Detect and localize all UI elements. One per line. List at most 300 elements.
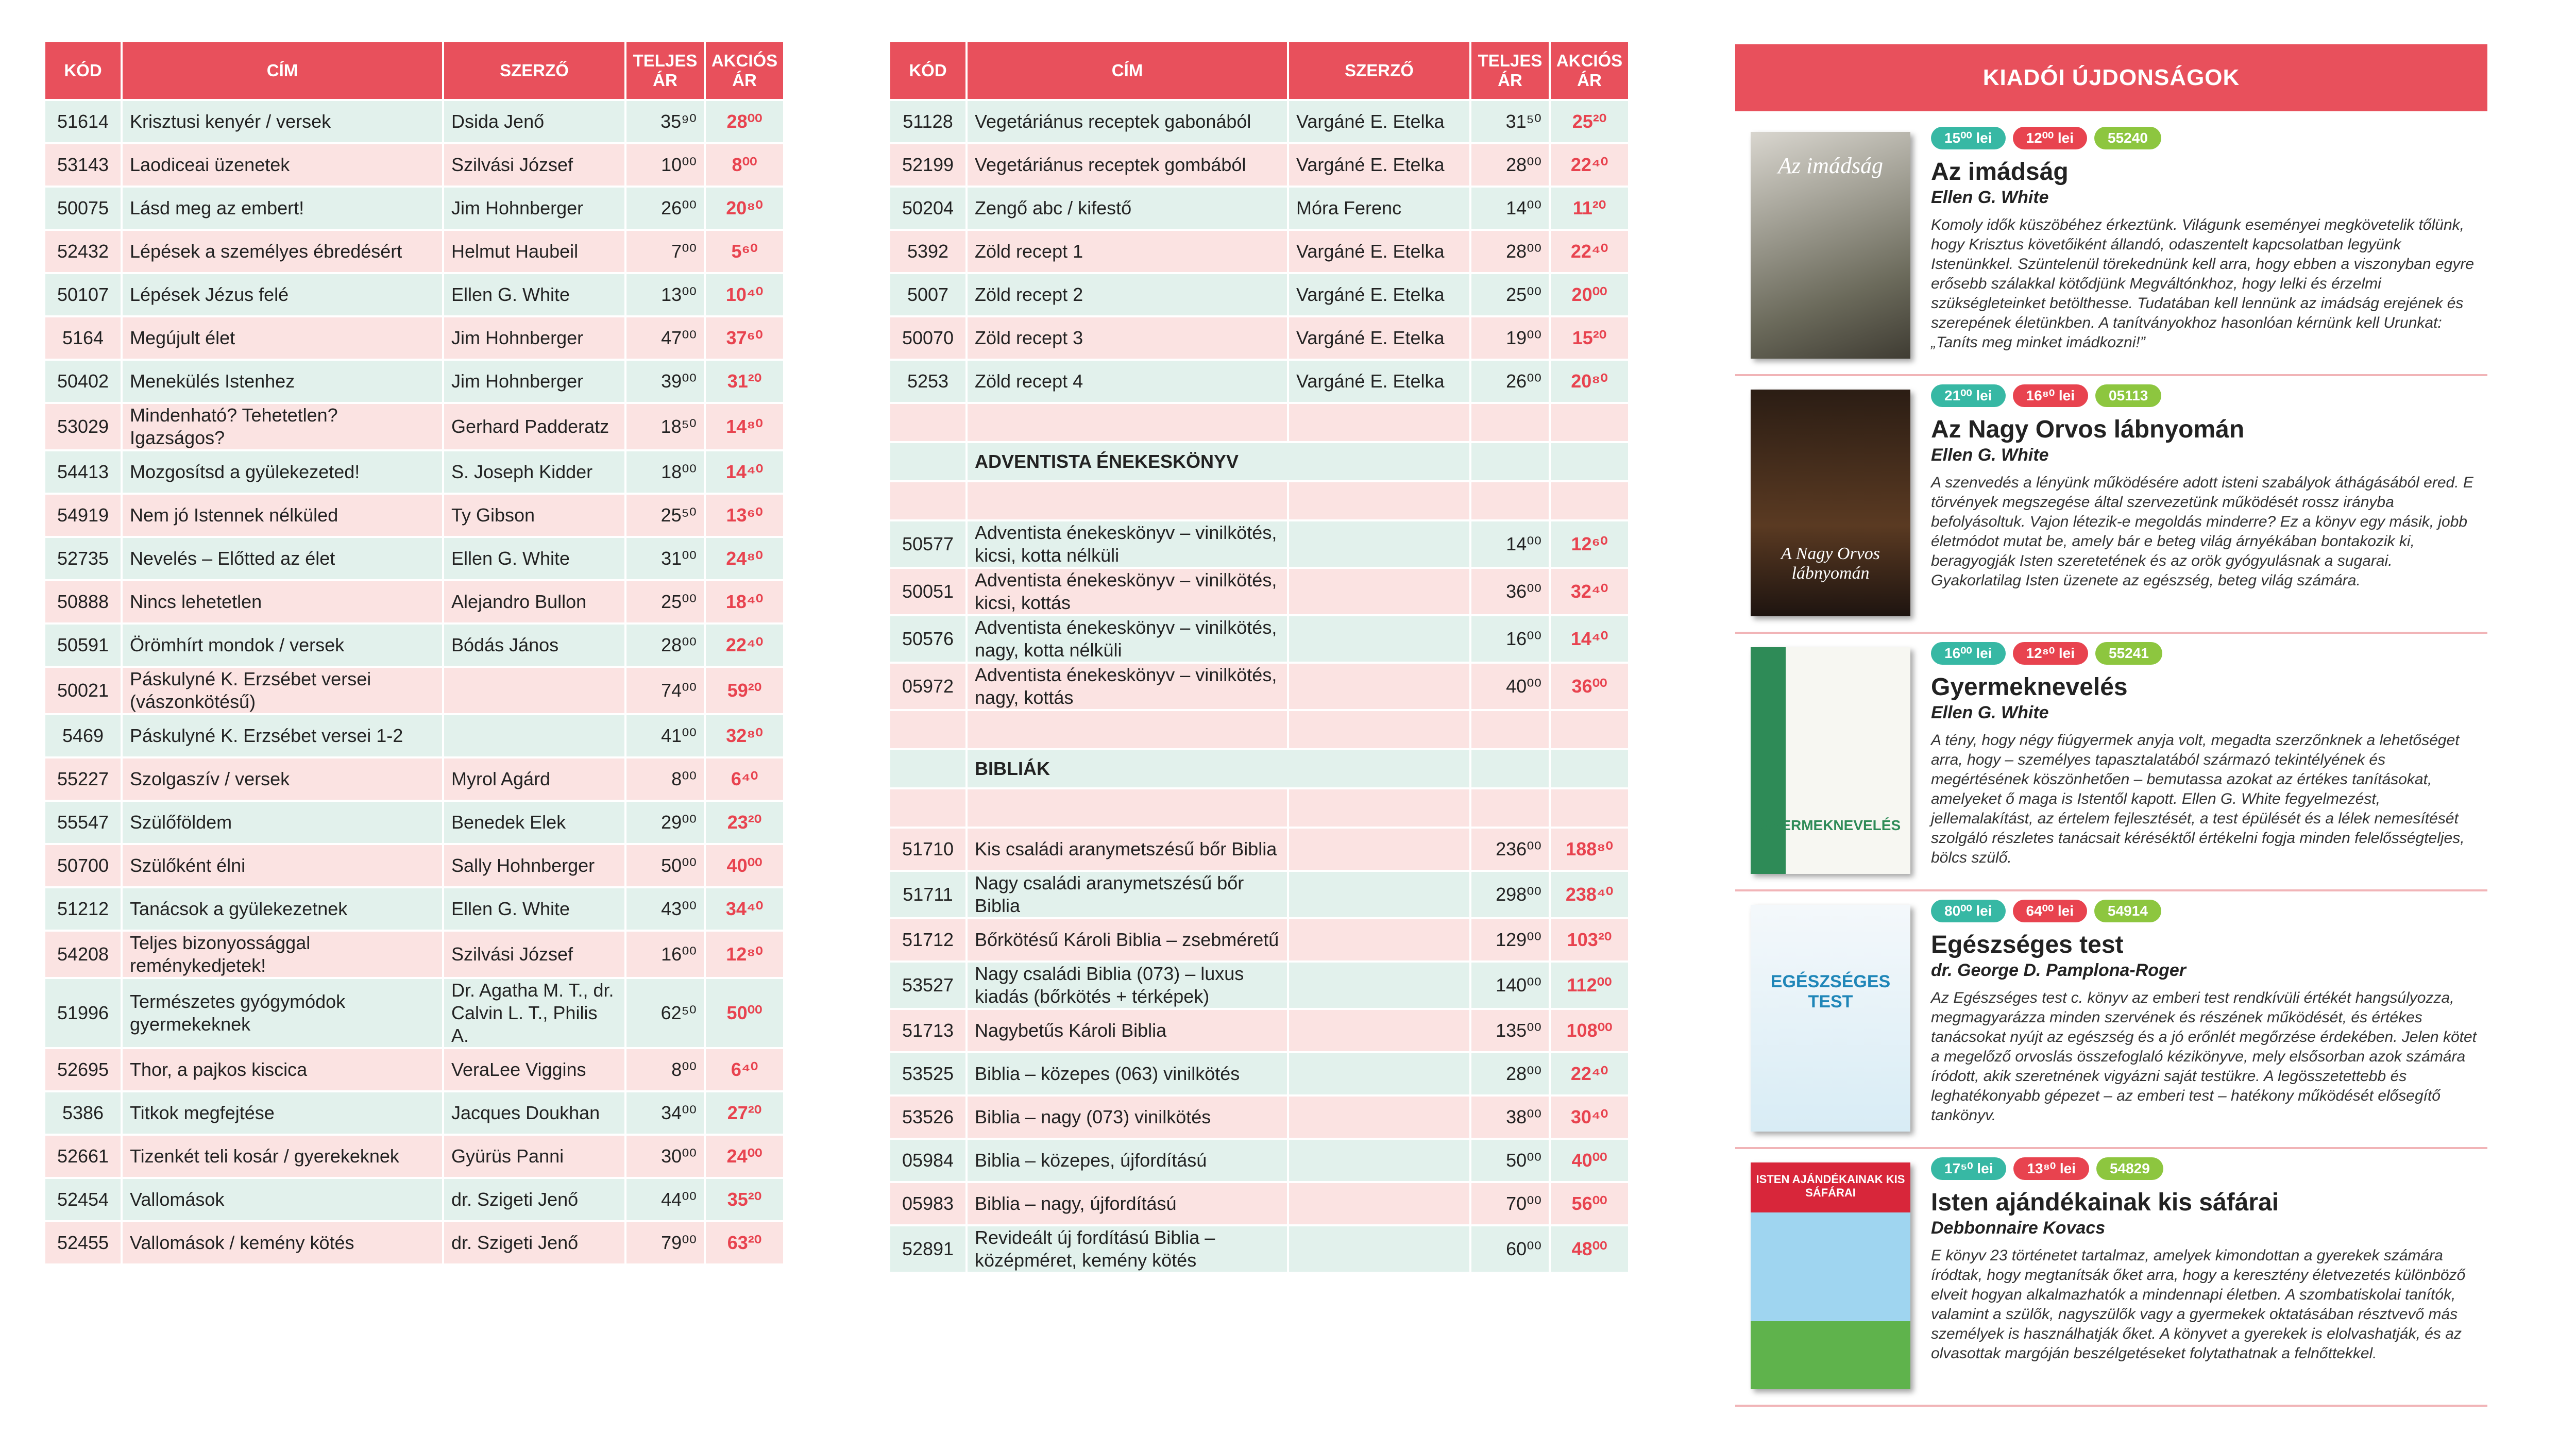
blank-row	[890, 482, 1628, 519]
table-row	[890, 919, 1628, 960]
book-description: Az Egészséges test c. könyv az emberi test rendkívüli értékét hangsúlyozza, megmagyarázza minden szervének és részének működését, és értékes tanácsokat nyújt az egészség és a jó erőnlét megőrzése érdekében. Jelen kötet a megelőző orvoslás összefoglaló kézikönyve, mely elsősorban azok számára íródott, akik szeretnének vigyázni saját testükre. A legösszetettebb és leghatékonyabb gépezet – az emberi test – hatékony működését elősegítő tankönyv.	[1931, 989, 2477, 1124]
author-cell	[1289, 1053, 1469, 1094]
book-title: Az Nagy Orvos lábnyomán	[1931, 416, 2245, 443]
book-author: Ellen G. White	[1931, 445, 2049, 465]
title-cell: Tanácsok a gyülekezetnek	[123, 888, 442, 930]
code-cell: 50051	[890, 569, 965, 614]
code-cell: 51712	[890, 919, 965, 960]
table-row	[45, 715, 783, 756]
action-price-cell: 11²⁰	[1551, 188, 1628, 229]
title-cell: Zöld recept 1	[968, 231, 1287, 272]
action-price-cell: 27²⁰	[706, 1092, 783, 1134]
section-code-cell	[890, 443, 965, 480]
full-price-cell: 10⁰⁰	[626, 144, 704, 186]
action-price-cell: 35²⁰	[706, 1179, 783, 1220]
table-row	[890, 144, 1628, 186]
code-cell: 05983	[890, 1183, 965, 1224]
code-cell: 51711	[890, 872, 965, 917]
full-price-cell: 36⁰⁰	[1471, 569, 1549, 614]
code-cell: 5392	[890, 231, 965, 272]
table-row	[45, 361, 783, 402]
full-price-cell: 18⁰⁰	[626, 451, 704, 493]
title-cell: Zöld recept 4	[968, 361, 1287, 402]
full-price-cell: 79⁰⁰	[626, 1222, 704, 1263]
action-price-cell: 48⁰⁰	[1551, 1226, 1628, 1272]
title-cell: Páskulyné K. Erzsébet versei 1-2	[123, 715, 442, 756]
action-price-cell: 56⁰⁰	[1551, 1183, 1628, 1224]
action-price-cell: 14⁸⁰	[706, 404, 783, 449]
code-cell: 50021	[45, 668, 121, 713]
full-price-cell: 70⁰⁰	[1471, 1183, 1549, 1224]
action-price-cell: 108⁰⁰	[1551, 1010, 1628, 1051]
code-cell: 5007	[890, 274, 965, 315]
full-price-cell: 8⁰⁰	[626, 758, 704, 800]
table-row	[45, 1049, 783, 1090]
action-price-cell: 34⁴⁰	[706, 888, 783, 930]
title-cell: Lépések a személyes ébredésért	[123, 231, 442, 272]
action-price-cell: 25²⁰	[1551, 101, 1628, 142]
table-row	[45, 404, 783, 449]
table-row	[890, 1140, 1628, 1181]
header-action-price: AKCIÓS ÁR	[706, 42, 783, 99]
code-cell: 51996	[45, 979, 121, 1047]
action-price-cell: 24⁸⁰	[706, 538, 783, 579]
price-table-1	[43, 40, 785, 1266]
code-cell: 50591	[45, 625, 121, 666]
section-code-cell	[890, 750, 965, 787]
author-cell: Ellen G. White	[444, 274, 624, 315]
book-full-price: 80⁰⁰ lei	[1931, 900, 2006, 922]
action-price-cell: 238⁴⁰	[1551, 872, 1628, 917]
section-title: BIBLIÁK	[968, 750, 1469, 787]
table-row	[890, 1226, 1628, 1272]
book-badges	[1931, 127, 2168, 153]
title-cell: Zöld recept 2	[968, 274, 1287, 315]
action-price-cell: 22⁴⁰	[1551, 144, 1628, 186]
full-price-cell: 26⁰⁰	[626, 188, 704, 229]
code-cell: 50070	[890, 317, 965, 359]
title-cell: Laodiceai üzenetek	[123, 144, 442, 186]
author-cell: dr. Szigeti Jenő	[444, 1222, 624, 1263]
book-cover-title: GYERMEKNEVELÉS	[1760, 817, 1901, 833]
action-price-cell: 63²⁰	[706, 1222, 783, 1263]
action-price-cell: 22⁴⁰	[706, 625, 783, 666]
action-price-cell: 31²⁰	[706, 361, 783, 402]
book-badges	[1931, 1157, 2171, 1183]
title-cell: Szülőként élni	[123, 845, 442, 886]
table-header-row	[45, 42, 783, 99]
title-cell: Titkok megfejtése	[123, 1092, 442, 1134]
header-author: SZERZŐ	[1289, 42, 1469, 99]
section-title: ADVENTISTA ÉNEKESKÖNYV	[968, 443, 1469, 480]
price-table-1-wrap	[43, 40, 785, 1266]
author-cell	[1289, 1010, 1469, 1051]
author-cell: Vargáné E. Etelka	[1289, 144, 1469, 186]
full-price-cell: 40⁰⁰	[1471, 664, 1549, 709]
action-price-cell: 14⁴⁰	[1551, 616, 1628, 662]
full-price-cell: 43⁰⁰	[626, 888, 704, 930]
book-cover-title: ISTEN AJÁNDÉKAINAK KIS SÁFÁRAI	[1756, 1173, 1905, 1199]
header-title: CÍM	[968, 42, 1287, 99]
book-action-price: 64⁰⁰ lei	[2013, 900, 2088, 922]
code-cell: 51212	[45, 888, 121, 930]
author-cell	[1289, 829, 1469, 870]
book-title: Az imádság	[1931, 158, 2069, 186]
blank-row	[890, 789, 1628, 827]
code-cell: 53526	[890, 1097, 965, 1138]
section-price-cell	[1471, 750, 1549, 787]
action-price-cell: 15²⁰	[1551, 317, 1628, 359]
new-book-item	[1735, 900, 2487, 1149]
book-author: Ellen G. White	[1931, 703, 2049, 722]
action-price-cell: 10⁴⁰	[706, 274, 783, 315]
author-cell: Jacques Doukhan	[444, 1092, 624, 1134]
blank-cell	[968, 711, 1287, 748]
code-cell: 5386	[45, 1092, 121, 1134]
code-cell: 52695	[45, 1049, 121, 1090]
action-price-cell: 28⁰⁰	[706, 101, 783, 142]
full-price-cell: 44⁰⁰	[626, 1179, 704, 1220]
book-code: 55241	[2095, 642, 2162, 665]
book-cover-title: EGÉSZSÉGES TEST	[1770, 972, 1891, 1011]
full-price-cell: 38⁰⁰	[1471, 1097, 1549, 1138]
book-code: 54914	[2094, 900, 2161, 922]
blank-cell	[1551, 404, 1628, 441]
title-cell: Nevelés – Előtted az élet	[123, 538, 442, 579]
title-cell: Bőrkötésű Károli Biblia – zsebméretű	[968, 919, 1287, 960]
code-cell: 50107	[45, 274, 121, 315]
code-cell: 5253	[890, 361, 965, 402]
author-cell: Ty Gibson	[444, 495, 624, 536]
book-code: 54829	[2096, 1157, 2163, 1180]
author-cell	[1289, 521, 1469, 567]
author-cell: Myrol Agárd	[444, 758, 624, 800]
title-cell: Krisztusi kenyér / versek	[123, 101, 442, 142]
book-action-price: 16⁸⁰ lei	[2013, 384, 2089, 407]
table-row	[45, 188, 783, 229]
action-price-cell: 20⁰⁰	[1551, 274, 1628, 315]
title-cell: Vallomások / kemény kötés	[123, 1222, 442, 1263]
code-cell: 55547	[45, 802, 121, 843]
author-cell	[1289, 872, 1469, 917]
action-price-cell: 20⁸⁰	[1551, 361, 1628, 402]
book-cover	[1751, 1162, 1910, 1389]
full-price-cell: 298⁰⁰	[1471, 872, 1549, 917]
action-price-cell: 22⁴⁰	[1551, 1053, 1628, 1094]
section-price-cell	[1471, 443, 1549, 480]
author-cell	[1289, 1226, 1469, 1272]
author-cell: Jim Hohnberger	[444, 188, 624, 229]
author-cell	[1289, 1097, 1469, 1138]
title-cell: Vegetáriánus receptek gombából	[968, 144, 1287, 186]
action-price-cell: 188⁸⁰	[1551, 829, 1628, 870]
code-cell: 52432	[45, 231, 121, 272]
table-row	[890, 274, 1628, 315]
book-title: Gyermeknevelés	[1931, 673, 2128, 701]
action-price-cell: 30⁴⁰	[1551, 1097, 1628, 1138]
full-price-cell: 50⁰⁰	[1471, 1140, 1549, 1181]
action-price-cell: 36⁰⁰	[1551, 664, 1628, 709]
title-cell: Örömhírt mondok / versek	[123, 625, 442, 666]
book-description: A szenvedés a lényünk működésére adott isteni szabályok áthágásából ered. E törvények megszegése által szervezetünk működését rossz irányba befolyásoltuk. Vajon létezik-e megoldás minderre? Ez a könyv egy másik, jobb életmódot mutat be, amely bár e beteg világ árnyékában bontakozik ki, beragyogják Isten szeretetének és az orök gyógyulásnak a sugarai. Gyakorlatilag Isten üzenete az egészség, beteg világ számára.	[1931, 474, 2473, 589]
table-row	[890, 1097, 1628, 1138]
book-cover-title: Az imádság	[1777, 153, 1884, 178]
full-price-cell: 39⁰⁰	[626, 361, 704, 402]
full-price-cell: 29⁰⁰	[626, 802, 704, 843]
code-cell: 53143	[45, 144, 121, 186]
action-price-cell: 5⁶⁰	[706, 231, 783, 272]
blank-cell	[1289, 711, 1469, 748]
full-price-cell: 47⁰⁰	[626, 317, 704, 359]
title-cell: Vegetáriánus receptek gabonából	[968, 101, 1287, 142]
code-cell: 50204	[890, 188, 965, 229]
blank-cell	[1471, 482, 1549, 519]
author-cell: Dsida Jenő	[444, 101, 624, 142]
author-cell: Jim Hohnberger	[444, 317, 624, 359]
code-cell: 53527	[890, 963, 965, 1008]
code-cell: 54208	[45, 932, 121, 977]
full-price-cell: 28⁰⁰	[1471, 1053, 1549, 1094]
blank-cell	[1471, 404, 1549, 441]
table-row	[45, 668, 783, 713]
title-cell: Zöld recept 3	[968, 317, 1287, 359]
book-title: Egészséges test	[1931, 931, 2124, 958]
author-cell: Sally Hohnberger	[444, 845, 624, 886]
title-cell: Vallomások	[123, 1179, 442, 1220]
book-full-price: 21⁰⁰ lei	[1931, 384, 2006, 407]
full-price-cell: 140⁰⁰	[1471, 963, 1549, 1008]
code-cell: 52455	[45, 1222, 121, 1263]
author-cell: Vargáné E. Etelka	[1289, 317, 1469, 359]
title-cell: Teljes bizonyossággal reménykedjetek!	[123, 932, 442, 977]
book-cover-title: A Nagy Orvos lábnyomán	[1781, 544, 1880, 583]
full-price-cell: 31⁵⁰	[1471, 101, 1549, 142]
full-price-cell: 28⁰⁰	[1471, 231, 1549, 272]
title-cell: Páskulyné K. Erzsébet versei (vászonkötésű)	[123, 668, 442, 713]
code-cell: 51614	[45, 101, 121, 142]
full-price-cell: 26⁰⁰	[1471, 361, 1549, 402]
table-row	[890, 317, 1628, 359]
full-price-cell: 35⁹⁰	[626, 101, 704, 142]
new-books-heading: KIADÓI ÚJDONSÁGOK	[1735, 44, 2487, 111]
table-row	[45, 1179, 783, 1220]
title-cell: Természetes gyógymódok gyermekeknek	[123, 979, 442, 1047]
table-row	[45, 231, 783, 272]
book-action-price: 12⁸⁰ lei	[2013, 642, 2089, 665]
header-title: CÍM	[123, 42, 442, 99]
code-cell: 50402	[45, 361, 121, 402]
author-cell: Helmut Haubeil	[444, 231, 624, 272]
table-row	[45, 317, 783, 359]
author-cell	[444, 668, 624, 713]
action-price-cell: 59²⁰	[706, 668, 783, 713]
author-cell: Szilvási József	[444, 144, 624, 186]
table-row	[45, 274, 783, 315]
blank-cell	[890, 482, 965, 519]
title-cell: Tizenkét teli kosár / gyerekeknek	[123, 1136, 442, 1177]
section-row	[890, 750, 1628, 787]
title-cell: Adventista énekeskönyv – vinilkötés, nagy, kotta nélküli	[968, 616, 1287, 662]
code-cell: 55227	[45, 758, 121, 800]
section-price-cell	[1551, 443, 1628, 480]
price-table-2	[888, 40, 1630, 1274]
table-row	[45, 451, 783, 493]
new-books-section	[1735, 44, 2487, 1405]
author-cell: Jim Hohnberger	[444, 361, 624, 402]
title-cell: Biblia – nagy, újfordítású	[968, 1183, 1287, 1224]
book-badges	[1931, 642, 2170, 668]
book-author: dr. George D. Pamplona-Roger	[1931, 960, 2186, 980]
full-price-cell: 16⁰⁰	[1471, 616, 1549, 662]
code-cell: 05972	[890, 664, 965, 709]
title-cell: Mindenható? Tehetetlen? Igazságos?	[123, 404, 442, 449]
action-price-cell: 23²⁰	[706, 802, 783, 843]
title-cell: Mozgosítsd a gyülekezeted!	[123, 451, 442, 493]
table-row	[45, 758, 783, 800]
author-cell: Alejandro Bullon	[444, 581, 624, 622]
new-book-item	[1735, 384, 2487, 634]
title-cell: Nagy családi Biblia (073) – luxus kiadás (bőrkötés + térképek)	[968, 963, 1287, 1008]
title-cell: Adventista énekeskönyv – vinilkötés, nagy, kottás	[968, 664, 1287, 709]
table-row	[45, 1136, 783, 1177]
author-cell: Móra Ferenc	[1289, 188, 1469, 229]
title-cell: Lépések Jézus felé	[123, 274, 442, 315]
action-price-cell: 18⁴⁰	[706, 581, 783, 622]
book-badges	[1931, 900, 2168, 925]
book-title: Isten ajándékainak kis sáfárai	[1931, 1189, 2279, 1216]
blank-cell	[1471, 711, 1549, 748]
table-row	[45, 932, 783, 977]
blank-cell	[1551, 711, 1628, 748]
author-cell: Benedek Elek	[444, 802, 624, 843]
full-price-cell: 41⁰⁰	[626, 715, 704, 756]
title-cell: Nagybetűs Károli Biblia	[968, 1010, 1287, 1051]
header-code: KÓD	[890, 42, 965, 99]
blank-cell	[1551, 789, 1628, 827]
code-cell: 52661	[45, 1136, 121, 1177]
author-cell: dr. Szigeti Jenő	[444, 1179, 624, 1220]
author-cell	[1289, 963, 1469, 1008]
author-cell	[1289, 569, 1469, 614]
blank-cell	[1289, 404, 1469, 441]
book-code: 55240	[2094, 127, 2161, 149]
blank-cell	[968, 789, 1287, 827]
code-cell: 51710	[890, 829, 965, 870]
header-action-price: AKCIÓS ÁR	[1551, 42, 1628, 99]
book-cover	[1751, 390, 1910, 616]
table-row	[45, 495, 783, 536]
blank-cell	[890, 789, 965, 827]
code-cell: 52199	[890, 144, 965, 186]
code-cell: 52891	[890, 1226, 965, 1272]
action-price-cell: 6⁴⁰	[706, 758, 783, 800]
action-price-cell: 32⁸⁰	[706, 715, 783, 756]
table-row	[45, 144, 783, 186]
full-price-cell: 7⁰⁰	[626, 231, 704, 272]
full-price-cell: 50⁰⁰	[626, 845, 704, 886]
full-price-cell: 25⁵⁰	[626, 495, 704, 536]
full-price-cell: 14⁰⁰	[1471, 188, 1549, 229]
code-cell: 54413	[45, 451, 121, 493]
code-cell: 50577	[890, 521, 965, 567]
title-cell: Zengő abc / kifestő	[968, 188, 1287, 229]
author-cell: Vargáné E. Etelka	[1289, 274, 1469, 315]
table-row	[890, 1183, 1628, 1224]
table-row	[45, 1092, 783, 1134]
table-row	[45, 888, 783, 930]
table-row	[45, 538, 783, 579]
table-row	[890, 521, 1628, 567]
author-cell	[1289, 1140, 1469, 1181]
table-row	[890, 1010, 1628, 1051]
action-price-cell: 12⁸⁰	[706, 932, 783, 977]
title-cell: Megújult élet	[123, 317, 442, 359]
book-author: Ellen G. White	[1931, 188, 2049, 207]
book-cover	[1751, 132, 1910, 359]
code-cell: 5469	[45, 715, 121, 756]
author-cell	[444, 715, 624, 756]
table-row	[890, 188, 1628, 229]
section-row	[890, 443, 1628, 480]
header-code: KÓD	[45, 42, 121, 99]
full-price-cell: 16⁰⁰	[626, 932, 704, 977]
title-cell: Kis családi aranymetszésű bőr Biblia	[968, 829, 1287, 870]
full-price-cell: 62⁵⁰	[626, 979, 704, 1047]
code-cell: 53525	[890, 1053, 965, 1094]
author-cell	[1289, 616, 1469, 662]
table-row	[890, 569, 1628, 614]
header-full-price: TELJES ÁR	[1471, 42, 1549, 99]
code-cell: 50576	[890, 616, 965, 662]
full-price-cell: 30⁰⁰	[626, 1136, 704, 1177]
author-cell	[1289, 1183, 1469, 1224]
action-price-cell: 8⁰⁰	[706, 144, 783, 186]
table-row	[45, 581, 783, 622]
table-row	[45, 1222, 783, 1263]
title-cell: Biblia – közepes, újfordítású	[968, 1140, 1287, 1181]
book-code: 05113	[2095, 384, 2161, 407]
blank-cell	[968, 404, 1287, 441]
title-cell: Nincs lehetetlen	[123, 581, 442, 622]
book-full-price: 17⁵⁰ lei	[1931, 1157, 2006, 1180]
action-price-cell: 20⁸⁰	[706, 188, 783, 229]
full-price-cell: 31⁰⁰	[626, 538, 704, 579]
table-row	[890, 231, 1628, 272]
table-row	[45, 979, 783, 1047]
author-cell	[1289, 664, 1469, 709]
author-cell: Ellen G. White	[444, 538, 624, 579]
table-row	[890, 616, 1628, 662]
code-cell: 50700	[45, 845, 121, 886]
full-price-cell: 18⁵⁰	[626, 404, 704, 449]
code-cell: 51128	[890, 101, 965, 142]
title-cell: Biblia – nagy (073) vinilkötés	[968, 1097, 1287, 1138]
table-row	[890, 361, 1628, 402]
action-price-cell: 14⁴⁰	[706, 451, 783, 493]
author-cell: S. Joseph Kidder	[444, 451, 624, 493]
table-row	[45, 802, 783, 843]
book-description: Komoly idők küszöbéhez érkeztünk. Világunk eseményei megkövetelik tőlünk, hogy Krisztus követőiként állandó, odaszentelt kapcsolatban legyünk Istenünkkel. Szüntelenül törekednünk kell arra, hogy ebben a viszonyban egyre erősebb szálakkal kötődjünk Megváltónkhoz, hogy lelki és érzelmi szükségleteinket betölthesse. Tudatában kell lennünk az imádság erejének és szerepének életünkben. A tanítványokhoz hasonlóan kérnünk kell Urunkat: „Taníts meg minket imádkozni!”	[1931, 216, 2474, 351]
new-book-item	[1735, 1157, 2487, 1407]
full-price-cell: 25⁰⁰	[626, 581, 704, 622]
table-row	[45, 845, 783, 886]
title-cell: Lásd meg az embert!	[123, 188, 442, 229]
author-cell: Bódás János	[444, 625, 624, 666]
author-cell: Vargáné E. Etelka	[1289, 361, 1469, 402]
full-price-cell: 14⁰⁰	[1471, 521, 1549, 567]
title-cell: Adventista énekeskönyv – vinilkötés, kicsi, kotta nélküli	[968, 521, 1287, 567]
title-cell: Revideált új fordítású Biblia – középméret, kemény kötés	[968, 1226, 1287, 1272]
